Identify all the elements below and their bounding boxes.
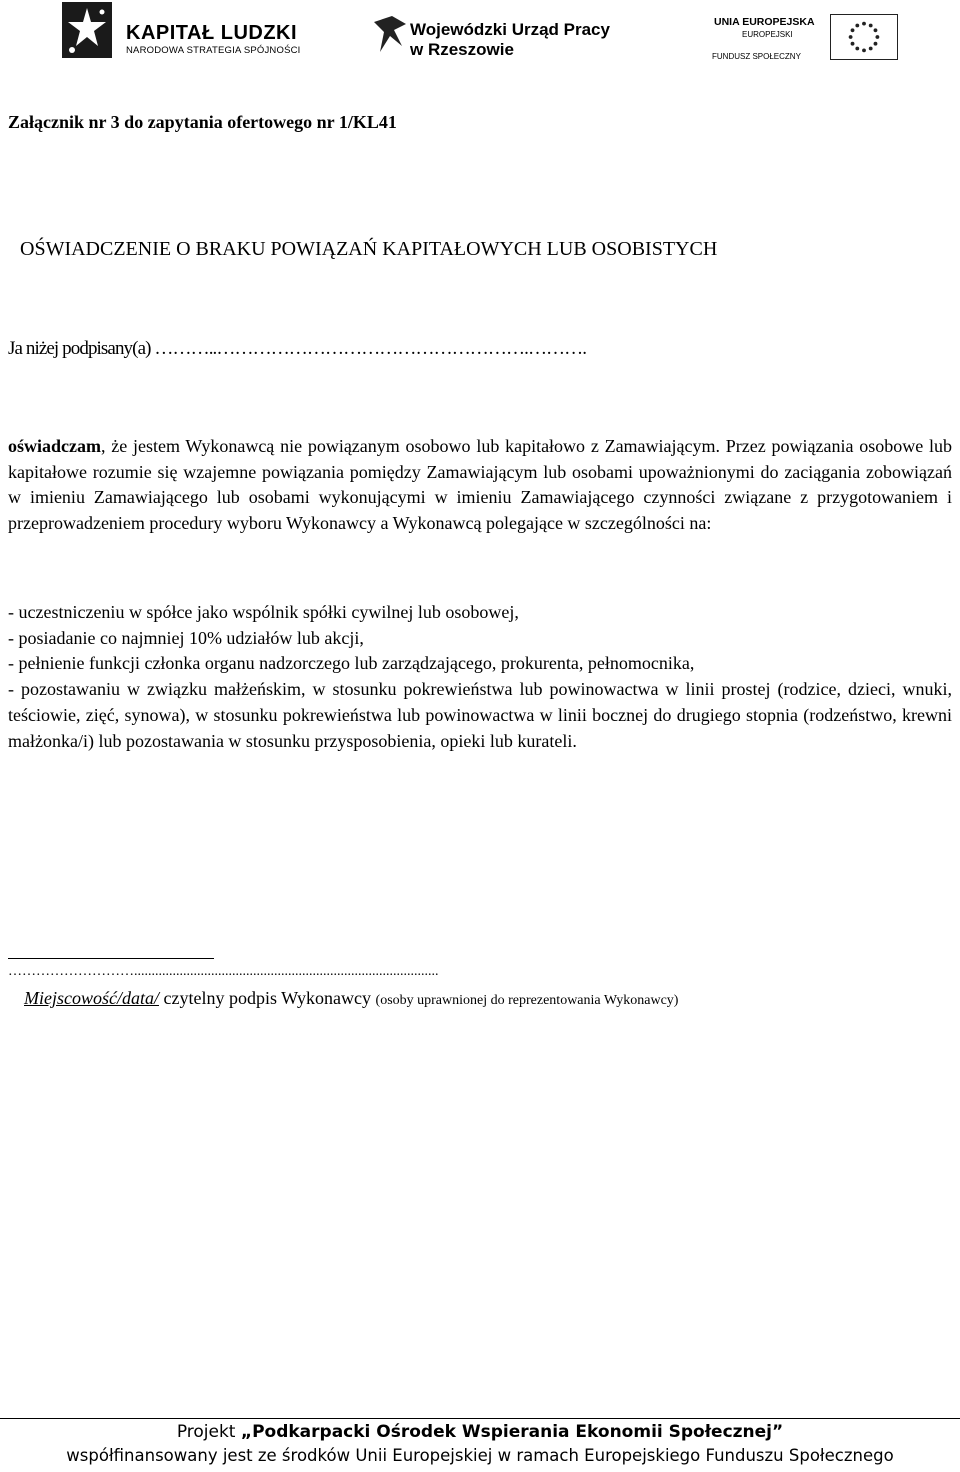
- footer-prefix: Projekt: [176, 1422, 241, 1442]
- list-item: - pozostawaniu w związku małżeńskim, w stosunku pokrewieństwa lub powinowactwa w linii prostej (rodzice, dzieci, wnuki, teściowie, zięć, synowa), w stosunku pokrewieństwa lub powinowactwa w linii bocznej do drugiego stopnia (rodzeństwo, krewni małżonka/i) lub pozostawania w stosunku przysposobienia, opieki lub kurateli.: [8, 679, 952, 751]
- kapital-ludzki-logo: [62, 0, 312, 64]
- eu-logo: [708, 14, 898, 62]
- wup-logo: [372, 12, 642, 58]
- footer-funding: współfinansowany jest ze środków Unii Europejskiej w ramach Europejskiego Funduszu Społecznego: [66, 1446, 894, 1465]
- list-item: - posiadanie co najmniej 10% udziałów lub akcji,: [8, 627, 364, 648]
- signature-dots: ……………………….......................................................................................: [8, 964, 439, 979]
- signer-label: Ja niżej podpisany(a): [8, 338, 151, 359]
- wup-bird-icon: [372, 12, 408, 56]
- eu-line2: EUROPEJSKI: [742, 30, 793, 39]
- annex-label: Załącznik nr 3 do zapytania ofertowego nr 1/KL41: [8, 112, 397, 132]
- wup-name-line1: Wojewódzki Urząd Pracy: [410, 20, 610, 39]
- declaration-paragraph: [8, 434, 952, 537]
- document-title: OŚWIADCZENIE O BRAKU POWIĄZAŃ KAPITAŁOWYCH LUB OSOBISTYCH: [20, 238, 718, 260]
- kapital-ludzki-subtitle: NARODOWA STRATEGIA SPÓJNOŚCI: [126, 45, 301, 56]
- signature-caption-text: czytelny podpis Wykonawcy: [158, 988, 376, 1008]
- signature-place-date: Miejscowość/data/: [24, 988, 159, 1008]
- declaration-verb: oświadczam: [8, 436, 101, 456]
- signature-rule: [8, 958, 214, 959]
- declaration-text: , że jestem Wykonawcą nie powiązanym osobowo lub kapitałowo z Zamawiającym. Przez powiązania osobowe lub kapitałowe rozumie się wzajemne powiązania pomiędzy Zamawiającym lub osobami upoważnionymi do zaciągania zobowiązań w imieniu Zamawiającego lub osobami wykonującymi w imieniu Zamawiającego czynności związane z przygotowaniem i przeprowadzeniem procedury wyboru Wykonawcy a Wykonawcą polegające w szczególności na:: [8, 436, 952, 534]
- footer-project-name: „Podkarpacki Ośrodek Wspierania Ekonomii Społecznej”: [240, 1422, 784, 1442]
- signer-line: [8, 338, 586, 360]
- signer-dots: ………..…………………………………………….……….: [154, 338, 587, 359]
- eu-line3: FUNDUSZ SPOŁECZNY: [712, 52, 801, 61]
- eu-flag-icon: [830, 14, 898, 60]
- list-item: - uczestniczeniu w spółce jako wspólnik spółki cywilnej lub osobowej,: [8, 602, 519, 622]
- kapital-ludzki-star-icon: [62, 2, 112, 58]
- eu-line1: UNIA EUROPEJSKA: [714, 16, 815, 28]
- list-item: - pełnienie funkcji członka organu nadzorczego lub zarządzającego, prokurenta, pełnomocnika,: [8, 653, 695, 674]
- footer-rule: [0, 1418, 960, 1419]
- wup-name-line2: w Rzeszowie: [410, 40, 514, 59]
- relationship-list: [8, 600, 952, 754]
- kapital-ludzki-name: KAPITAŁ LUDZKI: [126, 22, 298, 44]
- signature-caption-note: (osoby uprawnionej do reprezentowania Wykonawcy): [375, 993, 679, 1008]
- signature-caption: [24, 988, 678, 1009]
- footer-project: [0, 1422, 960, 1442]
